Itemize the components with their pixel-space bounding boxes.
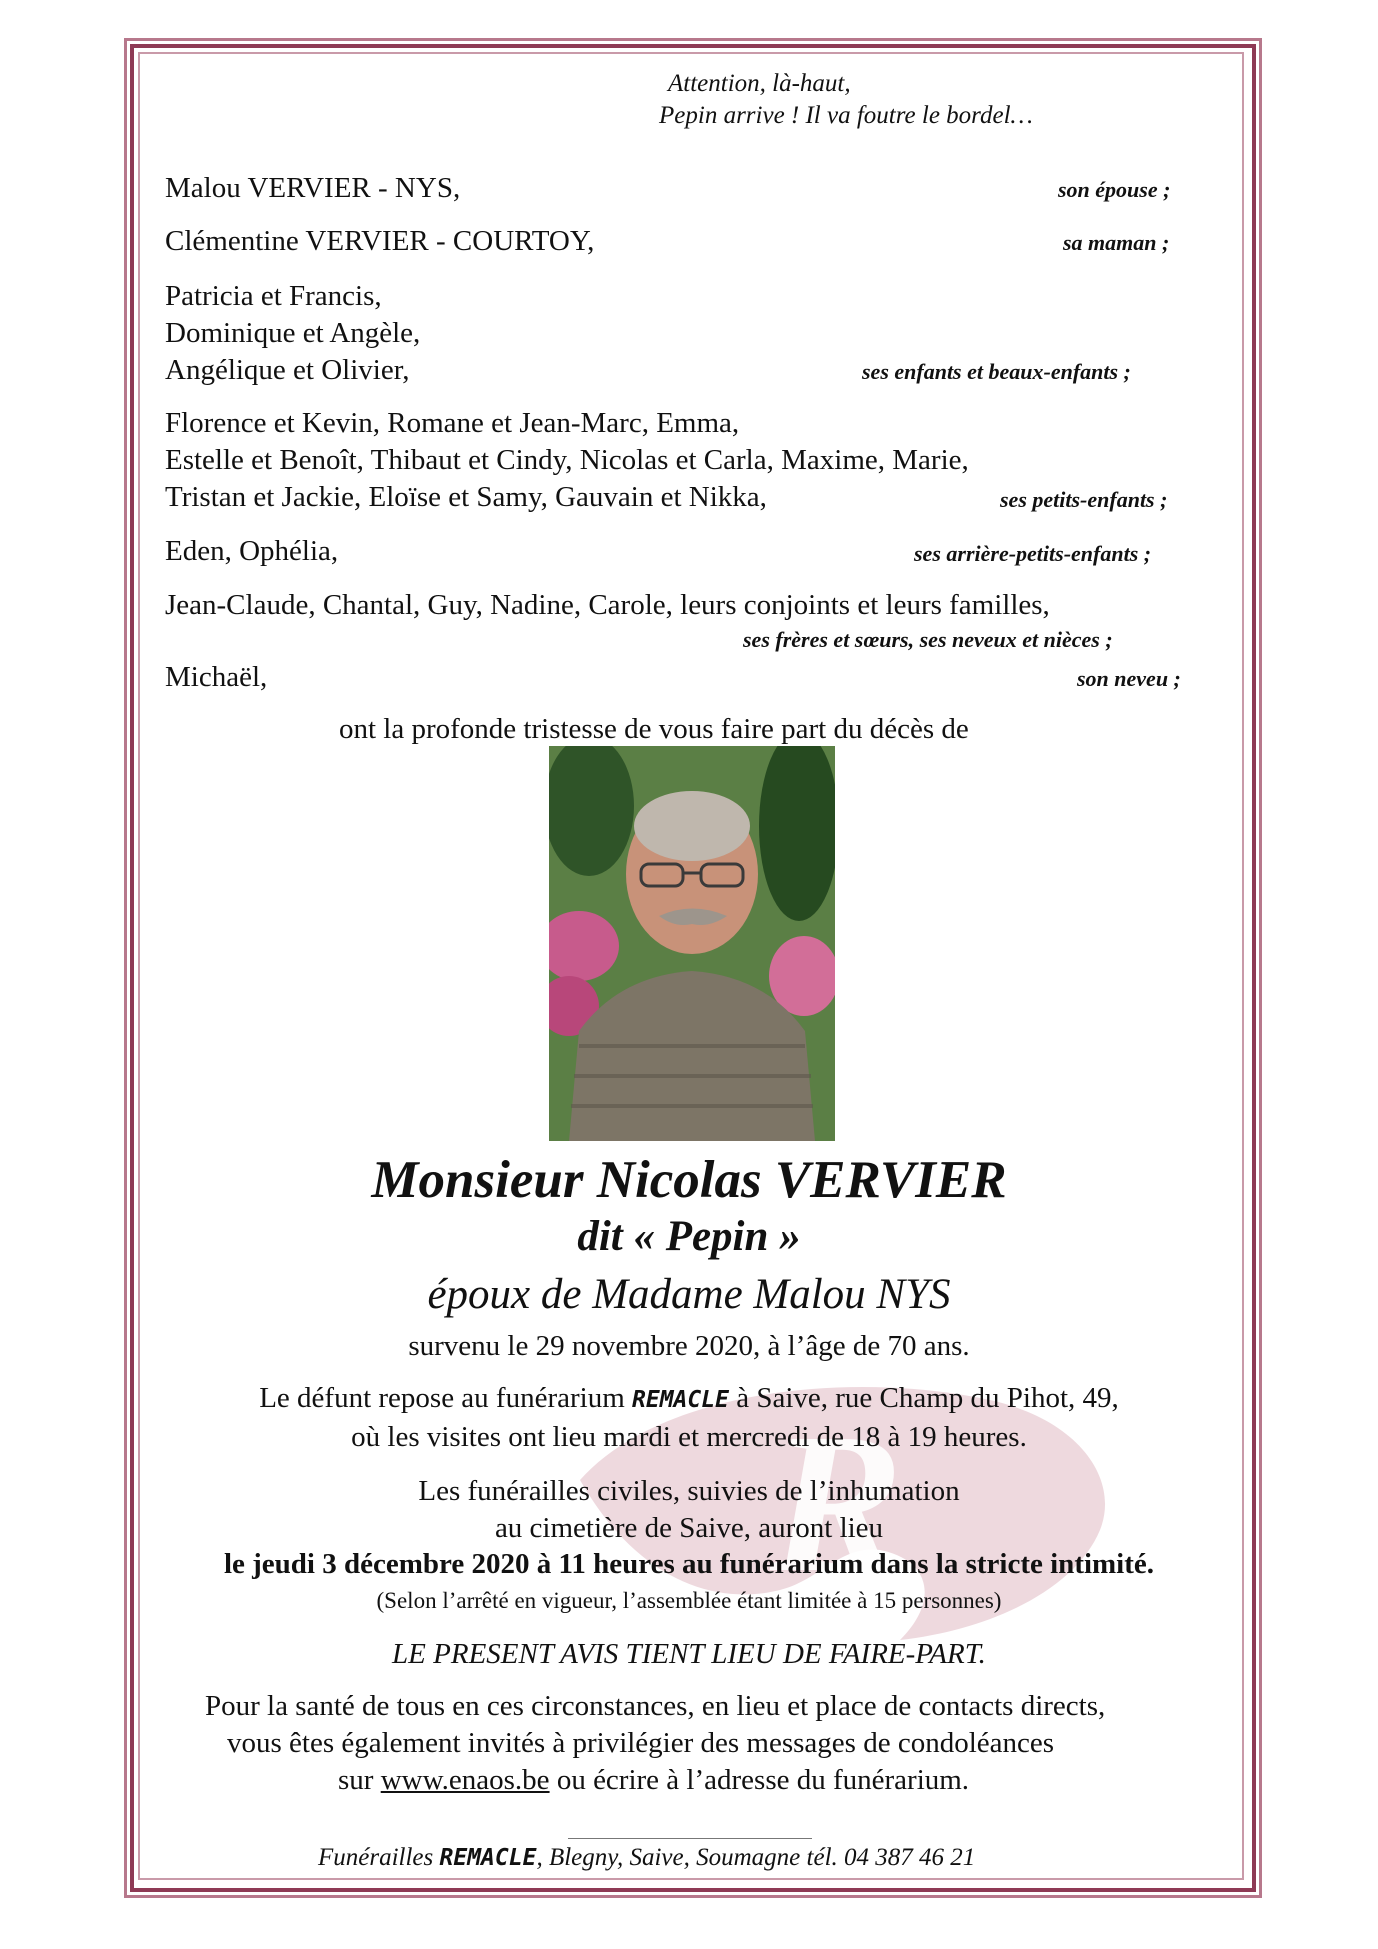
siblings-relation: ses frères et sœurs, ses neveux et nièces ; xyxy=(743,627,1113,652)
rest-brand: REMACLE xyxy=(632,1387,729,1413)
health-line-2: vous êtes également invités à privilégier des messages de condoléances xyxy=(227,1727,1055,1759)
grandchildren-line-2: Estelle et Benoît, Thibaut et Cindy, Nicolas et Carla, Maxime, Marie, xyxy=(165,444,969,476)
deceased-death-line: survenu le 29 novembre 2020, à l’âge de 70 ans. xyxy=(408,1330,970,1362)
funeral-line-4: (Selon l’arrêté en vigueur, l’assemblée étant limitée à 15 personnes) xyxy=(376,1588,1002,1613)
svg-text:R: R xyxy=(770,1393,904,1614)
mother-name: Clémentine VERVIER - COURTOY, xyxy=(165,225,595,257)
announcement-text: ont la profonde tristesse de vous faire part du décès de xyxy=(339,713,969,745)
funeral-line-1: Les funérailles civiles, suivies de l’inhumation xyxy=(418,1475,960,1507)
nephew-name: Michaël, xyxy=(165,661,268,693)
siblings-names: Jean-Claude, Chantal, Guy, Nadine, Carole, leurs conjoints et leurs familles, xyxy=(165,589,1050,621)
enaos-link[interactable]: www.enaos.be xyxy=(380,1764,550,1796)
great-grandchildren-names: Eden, Ophélia, xyxy=(165,535,339,567)
grandchildren-line-1: Florence et Kevin, Romane et Jean-Marc, Emma, xyxy=(165,407,740,439)
health-line-3-b: ou écrire à l’adresse du funérarium. xyxy=(549,1764,970,1796)
motto-line-1: Attention, là-haut, xyxy=(668,70,851,97)
footer-text xyxy=(318,1844,975,1872)
mother-relation: sa maman ; xyxy=(1063,230,1170,255)
footer-divider xyxy=(568,1838,812,1839)
health-line-1: Pour la santé de tous en ces circonstances, en lieu et place de contacts directs, xyxy=(205,1690,1106,1722)
deceased-nickname: dit « Pepin » xyxy=(577,1213,801,1260)
rest-line-2: où les visites ont lieu mardi et mercredi de 18 à 19 heures. xyxy=(351,1421,1027,1453)
children-line-1: Patricia et Francis, xyxy=(165,280,382,312)
health-line-3-a: sur xyxy=(338,1764,381,1796)
notice-text: LE PRESENT AVIS TIENT LIEU DE FAIRE-PART. xyxy=(392,1638,986,1670)
rest-line-1-b: à Saive, rue Champ du Pihot, 49, xyxy=(728,1382,1119,1414)
deceased-name: Monsieur Nicolas VERVIER xyxy=(371,1151,1007,1209)
spouse-relation: son épouse ; xyxy=(1058,177,1171,202)
health-line-3 xyxy=(338,1764,969,1797)
footer-brand: REMACLE xyxy=(439,1845,537,1871)
spouse-name: Malou VERVIER - NYS, xyxy=(165,172,461,204)
rest-line-1 xyxy=(0,1382,1378,1415)
deceased-spouse-line: époux de Madame Malou NYS xyxy=(427,1271,951,1318)
portrait-photo xyxy=(549,746,835,1141)
children-line-3: Angélique et Olivier, xyxy=(165,354,410,386)
children-relation: ses enfants et beaux-enfants ; xyxy=(862,359,1131,384)
funeral-line-3: le jeudi 3 décembre 2020 à 11 heures au funérarium dans la stricte intimité. xyxy=(223,1548,1155,1580)
grandchildren-relation: ses petits-enfants ; xyxy=(1000,487,1168,512)
footer-prefix: Funérailles xyxy=(318,1844,440,1871)
motto-line-2: Pepin arrive ! Il va foutre le bordel… xyxy=(659,102,1033,129)
rest-line-1-a: Le défunt repose au funérarium xyxy=(259,1382,633,1414)
nephew-relation: son neveu ; xyxy=(1077,666,1181,691)
children-line-2: Dominique et Angèle, xyxy=(165,317,421,349)
grandchildren-line-3: Tristan et Jackie, Eloïse et Samy, Gauvain et Nikka, xyxy=(165,481,767,513)
funeral-line-2: au cimetière de Saive, auront lieu xyxy=(494,1512,884,1544)
footer-suffix: , Blegny, Saive, Soumagne tél. 04 387 46 21 xyxy=(536,1844,976,1871)
great-grandchildren-relation: ses arrière-petits-enfants ; xyxy=(914,541,1152,566)
